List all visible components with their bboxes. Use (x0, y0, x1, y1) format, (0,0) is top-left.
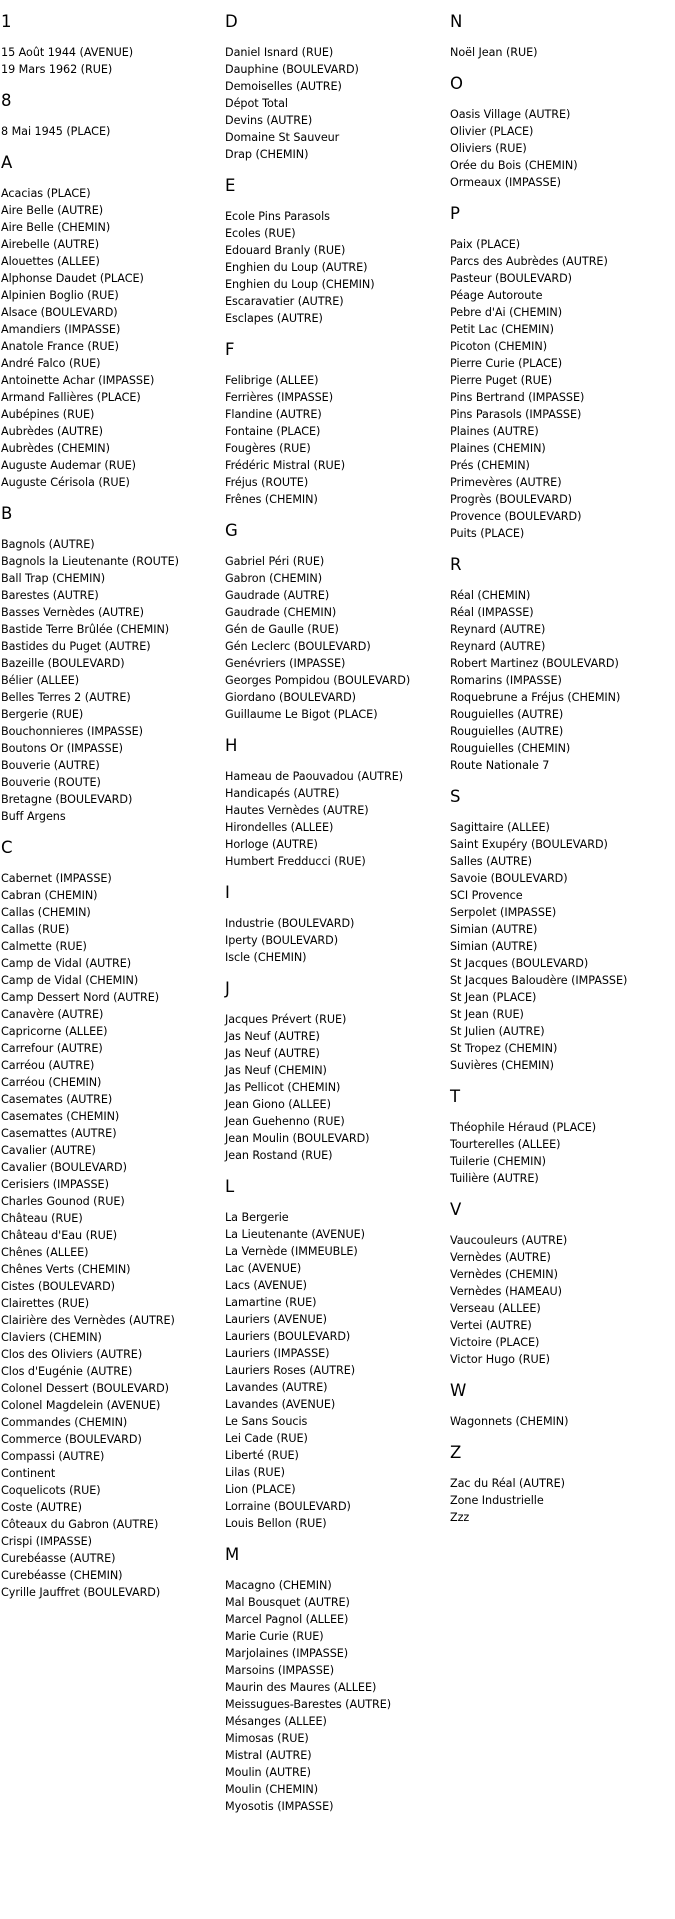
street-entry[interactable]: 8 Mai 1945 (PLACE) (1, 125, 111, 138)
street-entry[interactable]: Péage Autoroute (450, 289, 543, 302)
street-entry[interactable]: Charles Gounod (RUE) (1, 1195, 125, 1208)
letter-section (450, 1087, 675, 1187)
street-entry[interactable]: Vernèdes (AUTRE) (450, 1251, 551, 1264)
street-entry[interactable]: Carréou (CHEMIN) (1, 1076, 102, 1089)
section-letter-heading: N (450, 12, 463, 31)
street-entry[interactable]: Provence (BOULEVARD) (450, 510, 582, 523)
street-entry[interactable]: Lauriers Roses (AUTRE) (225, 1364, 356, 1377)
street-entry[interactable]: Mimosas (RUE) (225, 1732, 309, 1745)
section-letter-heading: F (225, 340, 235, 359)
letter-section (1, 838, 225, 1601)
street-entry[interactable]: Giordano (BOULEVARD) (225, 691, 356, 704)
street-entry[interactable]: Demoiselles (AUTRE) (225, 80, 342, 93)
street-entry[interactable]: Clos des Oliviers (AUTRE) (1, 1348, 143, 1361)
letter-section (1, 153, 225, 491)
letter-section (1, 91, 225, 140)
street-entry[interactable]: Théophile Héraud (PLACE) (450, 1121, 597, 1134)
street-entry[interactable]: St Jacques Baloudère (IMPASSE) (450, 974, 628, 987)
street-entry[interactable]: Simian (AUTRE) (450, 940, 538, 953)
section-letter-heading: D (225, 12, 238, 31)
section-letter-heading: I (225, 883, 230, 902)
street-entry[interactable]: Aire Belle (CHEMIN) (1, 221, 111, 234)
street-entry[interactable]: Lauriers (AVENUE) (225, 1313, 327, 1326)
street-entry[interactable]: Industrie (BOULEVARD) (225, 917, 355, 930)
letter-section (225, 979, 450, 1164)
street-entry[interactable]: Gén de Gaulle (RUE) (225, 623, 339, 636)
street-entry[interactable]: Anatole France (RUE) (1, 340, 119, 353)
street-entry[interactable]: Gén Leclerc (BOULEVARD) (225, 640, 371, 653)
street-entry[interactable]: Marsoins (IMPASSE) (225, 1664, 335, 1677)
street-entry[interactable]: Marie Curie (RUE) (225, 1630, 324, 1643)
street-entry[interactable]: Frênes (CHEMIN) (225, 493, 318, 506)
street-entry[interactable]: Liberté (RUE) (225, 1449, 299, 1462)
street-entry[interactable]: Colonel Magdelein (AVENUE) (1, 1399, 161, 1412)
street-entry[interactable]: Château d'Eau (RUE) (1, 1229, 118, 1242)
street-entry[interactable]: Alsace (BOULEVARD) (1, 306, 118, 319)
street-entry[interactable]: Maurin des Maures (ALLEE) (225, 1681, 377, 1694)
street-entry[interactable]: La Bergerie (225, 1211, 289, 1224)
street-entry[interactable]: Compassi (AUTRE) (1, 1450, 105, 1463)
street-entry[interactable]: Plaines (AUTRE) (450, 425, 539, 438)
street-entry[interactable]: Humbert Fredducci (RUE) (225, 855, 366, 868)
street-entry[interactable]: Myosotis (IMPASSE) (225, 1800, 334, 1813)
section-letter-heading: 8 (1, 91, 12, 110)
street-entry[interactable]: Dauphine (BOULEVARD) (225, 63, 359, 76)
street-entry[interactable]: Domaine St Sauveur (225, 131, 340, 144)
street-entry[interactable]: Airebelle (AUTRE) (1, 238, 100, 251)
street-entry[interactable]: Enghien du Loup (CHEMIN) (225, 278, 375, 291)
street-entry[interactable]: Zac du Réal (AUTRE) (450, 1477, 565, 1490)
street-entry[interactable]: Mistral (AUTRE) (225, 1749, 312, 1762)
section-letter-heading: V (450, 1200, 462, 1219)
street-entry[interactable]: Ecole Pins Parasols (225, 210, 330, 223)
street-entry[interactable]: Macagno (CHEMIN) (225, 1579, 332, 1592)
street-entry[interactable]: Alpinien Boglio (RUE) (1, 289, 119, 302)
street-entry[interactable]: Commerce (BOULEVARD) (1, 1433, 142, 1446)
street-entry[interactable]: Gaudrade (CHEMIN) (225, 606, 337, 619)
street-entry[interactable]: Réal (CHEMIN) (450, 589, 531, 602)
street-entry[interactable]: Roquebrune a Fréjus (CHEMIN) (450, 691, 621, 704)
street-entry[interactable]: Oasis Village (AUTRE) (450, 108, 571, 121)
street-entry[interactable]: Escaravatier (AUTRE) (225, 295, 344, 308)
street-entry[interactable]: Prés (CHEMIN) (450, 459, 530, 472)
letter-section (225, 12, 450, 163)
street-entry[interactable]: Coquelicots (RUE) (1, 1484, 101, 1497)
street-entry[interactable]: Primevères (AUTRE) (450, 476, 562, 489)
street-entry[interactable]: Rouguielles (CHEMIN) (450, 742, 571, 755)
street-entry[interactable]: Plaines (CHEMIN) (450, 442, 546, 455)
street-entry[interactable]: Pasteur (BOULEVARD) (450, 272, 572, 285)
street-entry[interactable]: Rouguielles (AUTRE) (450, 725, 564, 738)
street-entry[interactable]: Continent (1, 1467, 56, 1480)
street-entry[interactable]: Curebéasse (CHEMIN) (1, 1569, 123, 1582)
street-entry[interactable]: Bastide Terre Brûlée (CHEMIN) (1, 623, 170, 636)
street-entry[interactable]: Cyrille Jauffret (BOULEVARD) (1, 1586, 161, 1599)
street-entry[interactable]: Saint Exupéry (BOULEVARD) (450, 838, 608, 851)
street-entry[interactable]: Edouard Branly (RUE) (225, 244, 346, 257)
index-column (225, 0, 450, 1815)
street-entry[interactable]: St Julien (AUTRE) (450, 1025, 545, 1038)
street-entry[interactable]: Marjolaines (IMPASSE) (225, 1647, 349, 1660)
street-entry[interactable]: Clairettes (RUE) (1, 1297, 90, 1310)
section-letter-heading: A (1, 153, 13, 172)
street-entry[interactable]: Auguste Audemar (RUE) (1, 459, 136, 472)
street-entry[interactable]: Olivier (PLACE) (450, 125, 534, 138)
street-entry[interactable]: Aubépines (RUE) (1, 408, 95, 421)
section-letter-heading: G (225, 521, 238, 540)
street-entry[interactable]: Zzz (450, 1511, 470, 1524)
street-entry[interactable]: Barestes (AUTRE) (1, 589, 99, 602)
street-entry[interactable]: Lorraine (BOULEVARD) (225, 1500, 351, 1513)
street-entry[interactable]: Victor Hugo (RUE) (450, 1353, 550, 1366)
street-entry[interactable]: Verseau (ALLEE) (450, 1302, 541, 1315)
street-entry[interactable]: Lauriers (BOULEVARD) (225, 1330, 351, 1343)
street-entry[interactable]: La Lieutenante (AVENUE) (225, 1228, 365, 1241)
street-entry[interactable]: Chênes (ALLEE) (1, 1246, 89, 1259)
street-entry[interactable]: Jean Giono (ALLEE) (225, 1098, 331, 1111)
street-entry[interactable]: Fontaine (PLACE) (225, 425, 321, 438)
street-entry[interactable]: Gabron (CHEMIN) (225, 572, 323, 585)
street-entry[interactable]: Clairière des Vernèdes (AUTRE) (1, 1314, 175, 1327)
index-column (450, 0, 675, 1815)
street-entry[interactable]: Petit Lac (CHEMIN) (450, 323, 554, 336)
street-entry[interactable]: Felibrige (ALLEE) (225, 374, 319, 387)
street-entry[interactable]: Pins Bertrand (IMPASSE) (450, 391, 585, 404)
street-entry[interactable]: Lilas (RUE) (225, 1466, 285, 1479)
street-entry[interactable]: St Tropez (CHEMIN) (450, 1042, 558, 1055)
street-entry[interactable]: Jas Neuf (CHEMIN) (225, 1064, 327, 1077)
street-entry[interactable]: Bazeille (BOULEVARD) (1, 657, 125, 670)
street-entry[interactable]: Le Sans Soucis (225, 1415, 308, 1428)
street-entry[interactable]: Wagonnets (CHEMIN) (450, 1415, 569, 1428)
street-entry[interactable]: Jean Guehenno (RUE) (225, 1115, 345, 1128)
street-entry[interactable]: Cabran (CHEMIN) (1, 889, 98, 902)
street-entry[interactable]: Iperty (BOULEVARD) (225, 934, 339, 947)
street-entry[interactable]: Lavandes (AUTRE) (225, 1381, 328, 1394)
street-entry[interactable]: Devins (AUTRE) (225, 114, 313, 127)
letter-section (225, 1545, 450, 1815)
street-entry[interactable]: Daniel Isnard (RUE) (225, 46, 334, 59)
street-entry[interactable]: Handicapés (AUTRE) (225, 787, 340, 800)
street-entry[interactable]: Acacias (PLACE) (1, 187, 91, 200)
street-entry[interactable]: Boutons Or (IMPASSE) (1, 742, 123, 755)
letter-section (450, 1443, 675, 1526)
street-entry[interactable]: Ball Trap (CHEMIN) (1, 572, 106, 585)
street-entry[interactable]: La Vernède (IMMEUBLE) (225, 1245, 358, 1258)
street-entry[interactable]: Jean Rostand (RUE) (225, 1149, 333, 1162)
street-entry[interactable]: Belles Terres 2 (AUTRE) (1, 691, 131, 704)
street-entry[interactable]: Lavandes (AVENUE) (225, 1398, 336, 1411)
street-entry[interactable]: Marcel Pagnol (ALLEE) (225, 1613, 349, 1626)
street-entry[interactable]: Drap (CHEMIN) (225, 148, 309, 161)
street-entry[interactable]: Route Nationale 7 (450, 759, 550, 772)
street-entry[interactable]: Robert Martinez (BOULEVARD) (450, 657, 619, 670)
street-entry[interactable]: Hameau de Paouvadou (AUTRE) (225, 770, 404, 783)
street-entry[interactable]: Carréou (AUTRE) (1, 1059, 95, 1072)
letter-section (450, 787, 675, 1074)
street-entry[interactable]: Hautes Vernèdes (AUTRE) (225, 804, 369, 817)
street-entry[interactable]: Buff Argens (1, 810, 66, 823)
street-entry[interactable]: Château (RUE) (1, 1212, 83, 1225)
street-entry[interactable]: Romarins (IMPASSE) (450, 674, 562, 687)
street-entry[interactable]: Cistes (BOULEVARD) (1, 1280, 115, 1293)
street-entry[interactable]: Orée du Bois (CHEMIN) (450, 159, 578, 172)
street-entry[interactable]: Amandiers (IMPASSE) (1, 323, 121, 336)
street-entry[interactable]: St Jacques (BOULEVARD) (450, 957, 589, 970)
street-entry[interactable]: Clos d'Eugénie (AUTRE) (1, 1365, 133, 1378)
street-entry[interactable]: Antoinette Achar (IMPASSE) (1, 374, 155, 387)
street-entry[interactable]: Oliviers (RUE) (450, 142, 527, 155)
street-entry[interactable]: Mésanges (ALLEE) (225, 1715, 327, 1728)
street-entry[interactable]: Hirondelles (ALLEE) (225, 821, 334, 834)
street-entry[interactable]: Vaucouleurs (AUTRE) (450, 1234, 568, 1247)
street-entry[interactable]: Basses Vernèdes (AUTRE) (1, 606, 144, 619)
street-entry[interactable]: Tourterelles (ALLEE) (450, 1138, 561, 1151)
street-entry[interactable]: Zone Industrielle (450, 1494, 544, 1507)
index-column (0, 0, 225, 1815)
street-entry[interactable]: Bagnols la Lieutenante (ROUTE) (1, 555, 179, 568)
street-entry[interactable]: Crispi (IMPASSE) (1, 1535, 92, 1548)
section-letter-heading: H (225, 736, 238, 755)
letter-section (450, 555, 675, 774)
street-entry[interactable]: Pierre Puget (RUE) (450, 374, 553, 387)
street-entry[interactable]: Bouverie (AUTRE) (1, 759, 100, 772)
letter-section (450, 1200, 675, 1368)
street-entry[interactable]: André Falco (RUE) (1, 357, 101, 370)
street-entry[interactable]: Guillaume Le Bigot (PLACE) (225, 708, 378, 721)
street-entry[interactable]: Progrès (BOULEVARD) (450, 493, 573, 506)
section-letter-heading: W (450, 1381, 467, 1400)
street-entry[interactable]: 19 Mars 1962 (RUE) (1, 63, 113, 76)
street-entry[interactable]: Capricorne (ALLEE) (1, 1025, 108, 1038)
street-entry[interactable]: Bouverie (ROUTE) (1, 776, 101, 789)
street-entry[interactable]: SCI Provence (450, 889, 523, 902)
section-letter-heading: O (450, 74, 463, 93)
street-entry[interactable]: Moulin (CHEMIN) (225, 1783, 319, 1796)
street-entry[interactable]: Fréjus (ROUTE) (225, 476, 309, 489)
street-entry[interactable]: Flandine (AUTRE) (225, 408, 322, 421)
street-entry[interactable]: Chênes Verts (CHEMIN) (1, 1263, 131, 1276)
street-entry[interactable]: Curebéasse (AUTRE) (1, 1552, 116, 1565)
letter-section (225, 736, 450, 870)
street-entry[interactable]: Jas Pellicot (CHEMIN) (225, 1081, 341, 1094)
street-entry[interactable]: Cabernet (IMPASSE) (1, 872, 112, 885)
street-entry[interactable]: Lac (AVENUE) (225, 1262, 302, 1275)
street-entry[interactable]: Frédéric Mistral (RUE) (225, 459, 346, 472)
street-entry[interactable]: Sagittaire (ALLEE) (450, 821, 550, 834)
letter-section (225, 883, 450, 966)
street-entry[interactable]: Alouettes (ALLEE) (1, 255, 100, 268)
street-entry[interactable]: Suvières (CHEMIN) (450, 1059, 554, 1072)
street-entry[interactable]: Carrefour (AUTRE) (1, 1042, 103, 1055)
street-entry[interactable]: Tuilerie (CHEMIN) (450, 1155, 546, 1168)
street-entry[interactable]: Vernèdes (CHEMIN) (450, 1268, 558, 1281)
letter-section (450, 1381, 675, 1430)
street-entry[interactable]: Cavalier (BOULEVARD) (1, 1161, 127, 1174)
street-entry[interactable]: Noël Jean (RUE) (450, 46, 538, 59)
street-entry[interactable]: Vernèdes (HAMEAU) (450, 1285, 562, 1298)
street-entry[interactable]: Iscle (CHEMIN) (225, 951, 307, 964)
street-entry[interactable]: Jean Moulin (BOULEVARD) (225, 1132, 370, 1145)
street-entry[interactable]: Camp de Vidal (AUTRE) (1, 957, 132, 970)
street-entry[interactable]: Bastides du Puget (AUTRE) (1, 640, 151, 653)
street-entry[interactable]: Dépot Total (225, 97, 288, 110)
street-entry[interactable]: Pins Parasols (IMPASSE) (450, 408, 582, 421)
street-entry[interactable]: Casemates (CHEMIN) (1, 1110, 120, 1123)
street-entry[interactable]: Aubrèdes (CHEMIN) (1, 442, 110, 455)
street-entry[interactable]: Simian (AUTRE) (450, 923, 538, 936)
street-entry[interactable]: Pierre Curie (PLACE) (450, 357, 563, 370)
street-entry[interactable]: Serpolet (IMPASSE) (450, 906, 557, 919)
street-entry[interactable]: Calmette (RUE) (1, 940, 87, 953)
street-entry[interactable]: Callas (CHEMIN) (1, 906, 91, 919)
letter-section (225, 521, 450, 723)
street-entry[interactable]: Claviers (CHEMIN) (1, 1331, 102, 1344)
street-entry[interactable]: Jas Neuf (AUTRE) (225, 1030, 320, 1043)
letter-section (225, 176, 450, 327)
street-entry[interactable]: Esclapes (AUTRE) (225, 312, 323, 325)
street-entry[interactable]: Louis Bellon (RUE) (225, 1517, 327, 1530)
street-entry[interactable]: Bélier (ALLEE) (1, 674, 80, 687)
section-letter-heading: J (225, 979, 230, 998)
letter-section (450, 204, 675, 542)
street-entry[interactable]: Cavalier (AUTRE) (1, 1144, 96, 1157)
street-entry[interactable]: Savoie (BOULEVARD) (450, 872, 568, 885)
street-entry[interactable]: Enghien du Loup (AUTRE) (225, 261, 368, 274)
street-entry[interactable]: Callas (RUE) (1, 923, 70, 936)
street-entry[interactable]: Tuilière (AUTRE) (450, 1172, 539, 1185)
section-letter-heading: R (450, 555, 462, 574)
street-entry[interactable]: Côteaux du Gabron (AUTRE) (1, 1518, 159, 1531)
section-letter-heading: Z (450, 1443, 462, 1462)
street-entry[interactable]: Lion (PLACE) (225, 1483, 296, 1496)
street-entry[interactable]: Fougères (RUE) (225, 442, 311, 455)
street-entry[interactable]: Meissugues-Barestes (AUTRE) (225, 1698, 392, 1711)
letter-section (450, 12, 675, 61)
street-entry[interactable]: Lauriers (IMPASSE) (225, 1347, 330, 1360)
street-entry[interactable]: Casemattes (AUTRE) (1, 1127, 117, 1140)
section-letter-heading: S (450, 787, 461, 806)
street-entry[interactable]: Camp de Vidal (CHEMIN) (1, 974, 139, 987)
letter-section (225, 340, 450, 508)
street-entry[interactable]: Bouchonnieres (IMPASSE) (1, 725, 143, 738)
street-entry[interactable]: Cerisiers (IMPASSE) (1, 1178, 109, 1191)
street-entry[interactable]: Lacs (AVENUE) (225, 1279, 307, 1292)
street-entry[interactable]: Jas Neuf (AUTRE) (225, 1047, 320, 1060)
street-entry[interactable]: Georges Pompidou (BOULEVARD) (225, 674, 411, 687)
street-entry[interactable]: Commandes (CHEMIN) (1, 1416, 128, 1429)
street-entry[interactable]: Picoton (CHEMIN) (450, 340, 548, 353)
section-letter-heading: M (225, 1545, 240, 1564)
section-letter-heading: T (450, 1087, 461, 1106)
street-entry[interactable]: Reynard (AUTRE) (450, 640, 546, 653)
letter-section (450, 74, 675, 191)
street-entry[interactable]: Bagnols (AUTRE) (1, 538, 95, 551)
street-entry[interactable]: Réal (IMPASSE) (450, 606, 534, 619)
street-entry[interactable]: Armand Fallières (PLACE) (1, 391, 141, 404)
street-entry[interactable]: Lei Cade (RUE) (225, 1432, 308, 1445)
street-entry[interactable]: Ferrières (IMPASSE) (225, 391, 334, 404)
street-entry[interactable]: Jacques Prévert (RUE) (225, 1013, 347, 1026)
street-entry[interactable]: Camp Dessert Nord (AUTRE) (1, 991, 160, 1004)
street-entry[interactable]: Parcs des Aubrèdes (AUTRE) (450, 255, 608, 268)
letter-section (225, 1177, 450, 1532)
street-entry[interactable]: Gabriel Péri (RUE) (225, 555, 325, 568)
section-letter-heading: E (225, 176, 236, 195)
street-entry[interactable]: Paix (PLACE) (450, 238, 521, 251)
street-entry[interactable]: Reynard (AUTRE) (450, 623, 546, 636)
section-letter-heading: C (1, 838, 13, 857)
street-entry[interactable]: Ormeaux (IMPASSE) (450, 176, 561, 189)
street-entry[interactable]: Colonel Dessert (BOULEVARD) (1, 1382, 169, 1395)
street-entry[interactable]: 15 Août 1944 (AVENUE) (1, 46, 134, 59)
street-entry[interactable]: Genévriers (IMPASSE) (225, 657, 346, 670)
street-entry[interactable]: Ecoles (RUE) (225, 227, 296, 240)
street-entry[interactable]: Aubrèdes (AUTRE) (1, 425, 103, 438)
street-entry[interactable]: Casemates (AUTRE) (1, 1093, 113, 1106)
street-entry[interactable]: Pebre d'Ai (CHEMIN) (450, 306, 563, 319)
section-letter-heading: P (450, 204, 460, 223)
section-letter-heading: 1 (1, 12, 12, 31)
street-entry[interactable]: Aire Belle (AUTRE) (1, 204, 104, 217)
street-entry[interactable]: Salles (AUTRE) (450, 855, 532, 868)
letter-section (1, 12, 225, 78)
letter-section (1, 504, 225, 825)
street-entry[interactable]: Bretagne (BOULEVARD) (1, 793, 133, 806)
section-letter-heading: B (1, 504, 13, 523)
street-entry[interactable]: Moulin (AUTRE) (225, 1766, 311, 1779)
street-entry[interactable]: Puits (PLACE) (450, 527, 525, 540)
street-entry[interactable]: Horloge (AUTRE) (225, 838, 318, 851)
street-entry[interactable]: Canavère (AUTRE) (1, 1008, 104, 1021)
street-entry[interactable]: Bergerie (RUE) (1, 708, 84, 721)
street-entry[interactable]: Alphonse Daudet (PLACE) (1, 272, 144, 285)
section-letter-heading: L (225, 1177, 235, 1196)
street-entry[interactable]: Mal Bousquet (AUTRE) (225, 1596, 350, 1609)
street-entry[interactable]: Rouguielles (AUTRE) (450, 708, 564, 721)
street-entry[interactable]: Victoire (PLACE) (450, 1336, 540, 1349)
street-entry[interactable]: Gaudrade (AUTRE) (225, 589, 330, 602)
street-entry[interactable]: Auguste Cérisola (RUE) (1, 476, 130, 489)
street-entry[interactable]: St Jean (PLACE) (450, 991, 537, 1004)
street-entry[interactable]: Lamartine (RUE) (225, 1296, 317, 1309)
street-entry[interactable]: Coste (AUTRE) (1, 1501, 82, 1514)
street-entry[interactable]: St Jean (RUE) (450, 1008, 524, 1021)
street-entry[interactable]: Vertei (AUTRE) (450, 1319, 532, 1332)
